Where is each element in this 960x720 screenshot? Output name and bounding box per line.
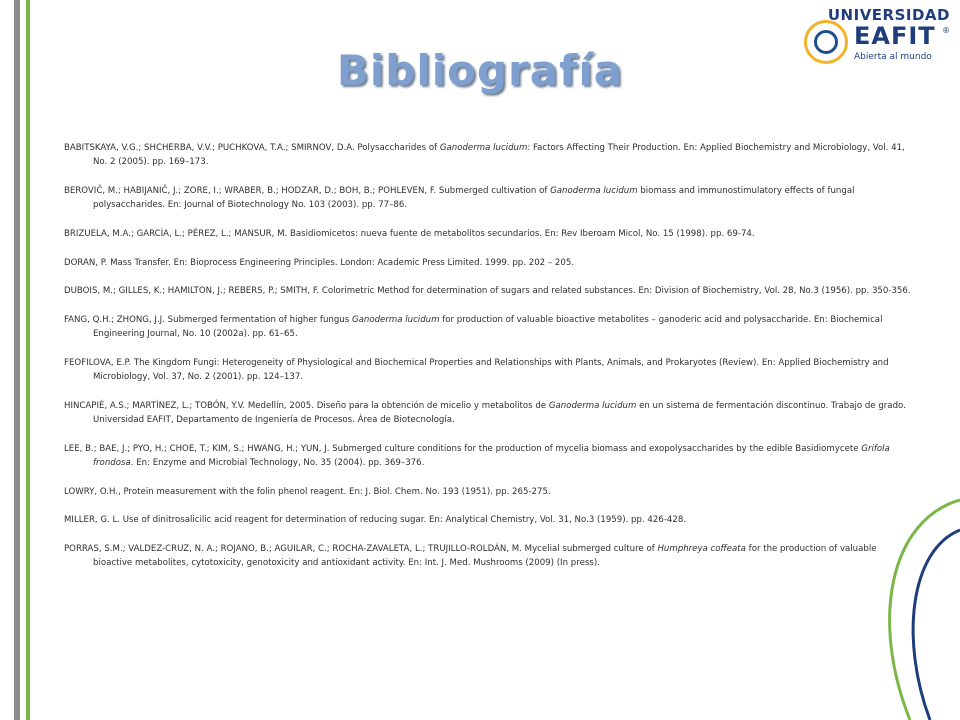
reference-text: LEE, B.; BAE, J.; PYO, H.; CHOE, T.; KIM, S.; HWANG, H.; YUN, J. Submerged culture conditions for the production of mycelia biomass and exopolysaccharides by the edible Basidiomycete <box>64 443 862 454</box>
reference-species: Ganoderma lucidum <box>548 400 637 411</box>
reference-species: Humphreya coffeata <box>657 543 746 554</box>
reference-text: FEOFILOVA, E.P. The Kingdom Fungi: Heterogeneity of Physiological and Biochemical Properties and Relationships with Plants, Animals, and Prokaryotes (Review). En: Applied Biochemistry and Microbiology, Vol. 37, No. 2 (2001). pp. 124–137. <box>64 357 889 383</box>
registered-mark: ® <box>942 26 950 35</box>
reference-item <box>64 485 916 499</box>
logo-tagline: Abierta al mundo <box>854 52 932 62</box>
logo-line1: UNIVERSIDAD <box>827 6 950 24</box>
reference-item <box>64 442 916 471</box>
reference-text-rest: en un sistema de fermentación discontinuo. Trabajo de grado. Universidad EAFIT, Departamento de Ingeniería de Procesos. Área de Biotecnología. <box>93 400 906 426</box>
reference-species: Ganoderma lucidum <box>550 186 638 196</box>
reference-item <box>64 141 916 170</box>
reference-text: BABITSKAYA, V.G.; SHCHERBA, V.V.; PUCHKOVA, T.A.; SMIRNOV, D.A. Polysaccharides of <box>64 143 440 153</box>
reference-text-rest: biomass and immunostimulatory effects of fungal polysaccharides. En: Journal of Biotechnology No. 103 (2003). pp. 77–86. <box>93 186 855 211</box>
reference-list <box>64 141 916 585</box>
reference-item <box>64 313 916 342</box>
blue-arc <box>913 530 960 720</box>
reference-item <box>64 284 916 298</box>
reference-item <box>64 399 916 428</box>
left-green-bar <box>26 0 30 720</box>
reference-text: BRIZUELA, M.A.; GARCÍA, L.; PÉREZ, L.; MANSUR, M. Basidiomicetos: nueva fuente de metabolitos secundarios. En: Rev Iberoam Micol, No. 15 (1998). pp. 69-74. <box>64 229 755 239</box>
reference-species: Ganoderma lucidum <box>439 143 528 153</box>
reference-item <box>64 356 916 385</box>
reference-item <box>64 184 916 213</box>
reference-text: HINCAPIÉ, A.S.; MARTÍNEZ, L.; TOBÓN, Y.V. Medellín, 2005. Diseño para la obtención de micelio y metabolitos de <box>64 400 549 411</box>
slide-title: Bibliografía <box>336 46 624 95</box>
reference-item <box>64 542 916 571</box>
reference-text: LOWRY, O.H., Protein measurement with the folin phenol reagent. En: J. Biol. Chem. No. 193 (1951). pp. 265-275. <box>64 486 551 497</box>
reference-species: Grifola frondosa <box>93 443 890 469</box>
reference-text-rest: . En: Enzyme and Microbial Technology, No. 35 (2004). pp. 369–376. <box>130 458 425 469</box>
reference-text: MILLER, G. L. Use of dinitrosalicilic acid reagent for determination of reducing sugar. En: Analytical Chemistry, Vol. 31, No.3 (1959). pp. 426-428. <box>64 515 687 526</box>
logo-line2: EAFIT <box>854 22 936 50</box>
reference-text: PORRAS, S.M.; VALDEZ-CRUZ, N. A.; ROJANO, B.; AGUILAR, C.; ROCHA-ZAVALETA, L.; TRUJILLO-ROLDÁN, M. Mycelial submerged culture of <box>64 543 658 554</box>
reference-text: FANG, Q.H.; ZHONG, J.J. Submerged fermentation of higher fungus <box>64 314 352 325</box>
reference-item <box>64 513 916 527</box>
reference-item <box>64 227 916 241</box>
reference-text-rest: for production of valuable bioactive metabolites – ganoderic acid and polysaccharide. En: Biochemical Engineering Journal, No. 10 (2002a). pp. 61–65. <box>93 314 883 340</box>
reference-text: DUBOIS, M.; GILLES, K.; HAMILTON, J.; REBERS, P.; SMITH, F. Colorimetric Method for determination of sugars and related substances. En: Division of Biochemistry, Vol. 28, No.3 (1956). pp. 350-356. <box>64 286 911 297</box>
reference-text: DORAN, P. Mass Transfer. En: Bioprocess Engineering Principles. London: Academic Press Limited. 1999. pp. 202 – 205. <box>64 257 575 268</box>
reference-text: BEROVIČ, M.; HABIJANIČ, J.; ZORE, I.; WRABER, B.; HODZAR, D.; BOH, B.; POHLEVEN, F. Submerged cultivation of <box>64 186 551 196</box>
decorative-arcs <box>830 480 960 720</box>
reference-text-rest: for the production of valuable bioactive metabolites, cytotoxicity, genotoxicity and antioxidant activity. En: Int. J. Med. Mushrooms (2009) (In press). <box>93 543 877 569</box>
reference-text-rest: : Factors Affecting Their Production. En: Applied Biochemistry and Microbiology, Vol. 41, No. 2 (2005). pp. 169–173. <box>93 143 905 168</box>
reference-item <box>64 256 916 270</box>
green-arc <box>890 500 960 720</box>
reference-species: Ganoderma lucidum <box>351 314 440 325</box>
left-gray-bar <box>14 0 20 720</box>
